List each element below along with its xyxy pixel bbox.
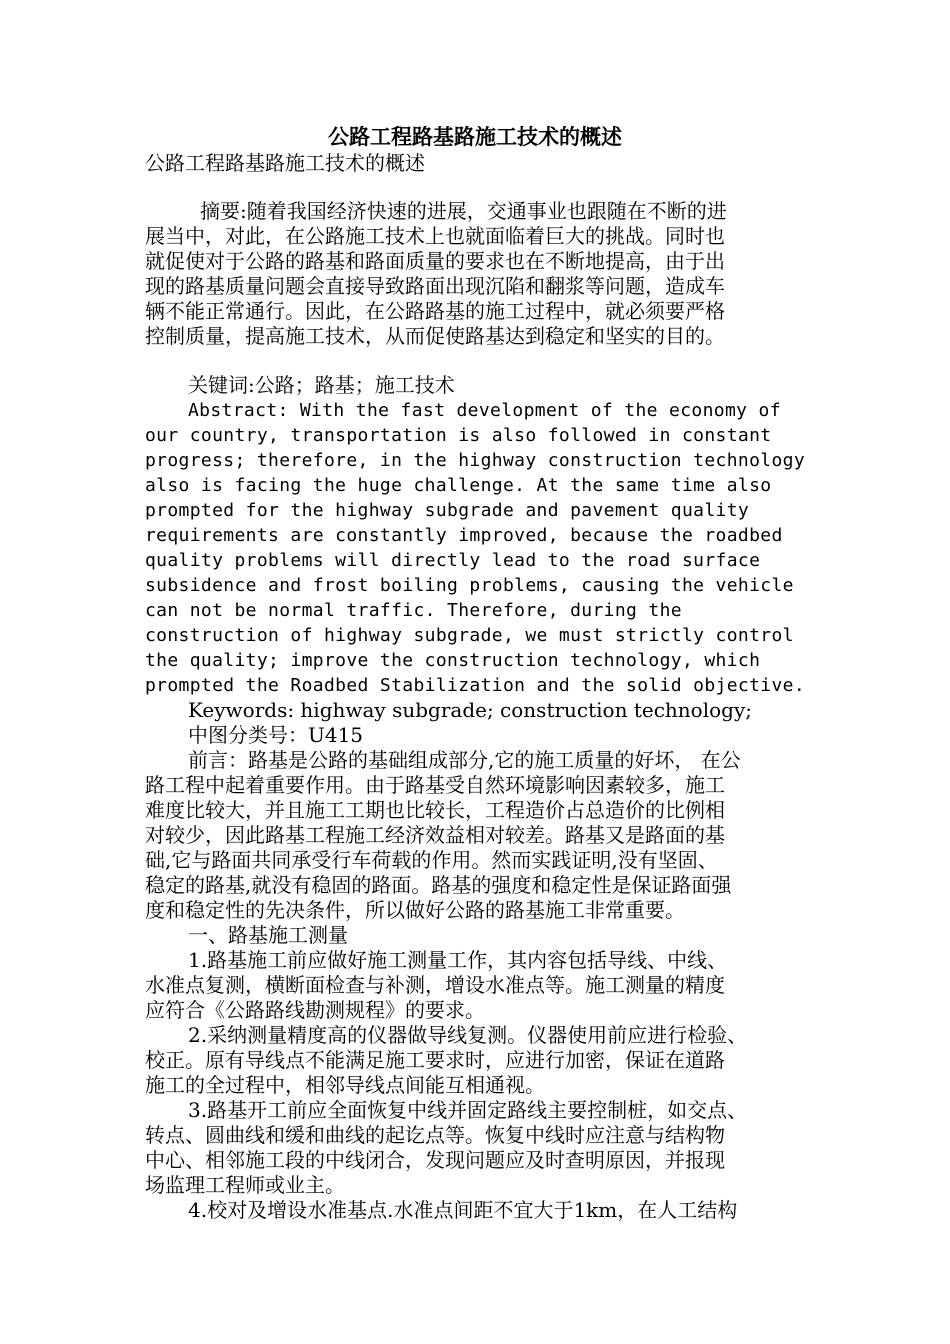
intro-line: 度和稳定性的先决条件，所以做好公路的路基施工非常重要。 xyxy=(145,898,685,922)
item-3-line: 转点、圆曲线和缓和曲线的起讫点等。恢复中线时应注意与结构物 xyxy=(145,1123,725,1147)
abstract-cn-line: 就促使对于公路的路基和路面质量的要求也在不断地提高，由于出 xyxy=(145,249,725,273)
abstract-en-line: prompted the Roadbed Stabilization and the solid objective. xyxy=(145,675,806,696)
intro-line: 稳定的路基,就没有稳固的路面。路基的强度和稳定性是保证路面强 xyxy=(145,873,732,897)
abstract-en-line: can not be normal traffic. Therefore, during the xyxy=(145,600,682,621)
abstract-cn-line: 摘要:随着我国经济快速的进展，交通事业也跟随在不断的进 xyxy=(200,199,727,223)
item-4-line: 4.校对及增设水准基点.水准点间距不宜大于1km，在人工结构 xyxy=(188,1198,738,1222)
item-2-line: 2.采纳测量精度高的仪器做导线复测。仪器使用前应进行检验、 xyxy=(188,1023,748,1047)
item-3-line: 中心、相邻施工段的中线闭合，发现问题应及时查明原因，并报现 xyxy=(145,1148,725,1172)
abstract-en-line: subsidence and frost boiling problems, causing the vehicle xyxy=(145,575,794,596)
abstract-en-line: the quality; improve the construction technology, which xyxy=(145,650,761,671)
classification-number: 中图分类号：U415 xyxy=(188,723,364,747)
document-title: 公路工程路基路施工技术的概述 xyxy=(328,124,622,149)
abstract-en-line: Abstract: With the fast development of the economy of xyxy=(188,400,781,421)
intro-line: 路工程中起着重要作用。由于路基受自然环境影响因素较多，施工 xyxy=(145,773,725,797)
abstract-en-line: quality problems will directly lead to the road surface xyxy=(145,550,761,571)
item-1-line: 1.路基施工前应做好施工测量工作，其内容包括导线、中线、 xyxy=(188,948,728,972)
abstract-en-line: progress; therefore, in the highway construction technology xyxy=(145,450,806,471)
item-2-line: 校正。原有导线点不能满足施工要求时，应进行加密，保证在道路 xyxy=(145,1048,725,1072)
document-subtitle: 公路工程路基路施工技术的概述 xyxy=(145,151,425,175)
abstract-cn-line: 控制质量，提高施工技术，从而促使路基达到稳定和坚实的目的。 xyxy=(145,324,725,348)
item-2-line: 施工的全过程中，相邻导线点间能互相通视。 xyxy=(145,1073,545,1097)
abstract-en-line: requirements are constantly improved, because the roadbed xyxy=(145,525,783,546)
keywords-en: Keywords: highway subgrade; construction technology; xyxy=(188,698,752,722)
item-3-line: 3.路基开工前应全面恢复中线并固定路线主要控制桩，如交点、 xyxy=(188,1098,748,1122)
abstract-en-line: our country, transportation is also followed in constant xyxy=(145,425,772,446)
intro-line: 难度比较大，并且施工工期也比较长，工程造价占总造价的比例相 xyxy=(145,798,725,822)
abstract-cn-line: 辆不能正常通行。因此，在公路路基的施工过程中，就必须要严格 xyxy=(145,299,725,323)
keywords-cn: 关键词:公路；路基；施工技术 xyxy=(188,373,455,397)
intro-line: 础,它与路面共同承受行车荷载的作用。然而实践证明,没有坚固、 xyxy=(145,848,718,872)
item-3-line: 场监理工程师或业主。 xyxy=(145,1173,345,1197)
abstract-en-line: also is facing the huge challenge. At the same time also xyxy=(145,475,772,496)
abstract-cn-line: 展当中，对此，在公路施工技术上也就面临着巨大的挑战。同时也 xyxy=(145,224,725,248)
abstract-cn-line: 现的路基质量问题会直接导致路面出现沉陷和翻浆等问题，造成车 xyxy=(145,274,725,298)
item-1-line: 应符合《公路路线勘测规程》的要求。 xyxy=(145,998,485,1022)
section-heading: 一、路基施工测量 xyxy=(188,923,348,947)
abstract-en-line: construction of highway subgrade, we must strictly control xyxy=(145,625,794,646)
intro-line: 对较少，因此路基工程施工经济效益相对较差。路基又是路面的基 xyxy=(145,823,725,847)
item-1-line: 水准点复测，横断面检查与补测，增设水准点等。施工测量的精度 xyxy=(145,973,725,997)
abstract-en-line: prompted for the highway subgrade and pavement quality xyxy=(145,500,750,521)
intro-line: 前言：路基是公路的基础组成部分,它的施工质量的好坏， 在公 xyxy=(188,748,741,772)
